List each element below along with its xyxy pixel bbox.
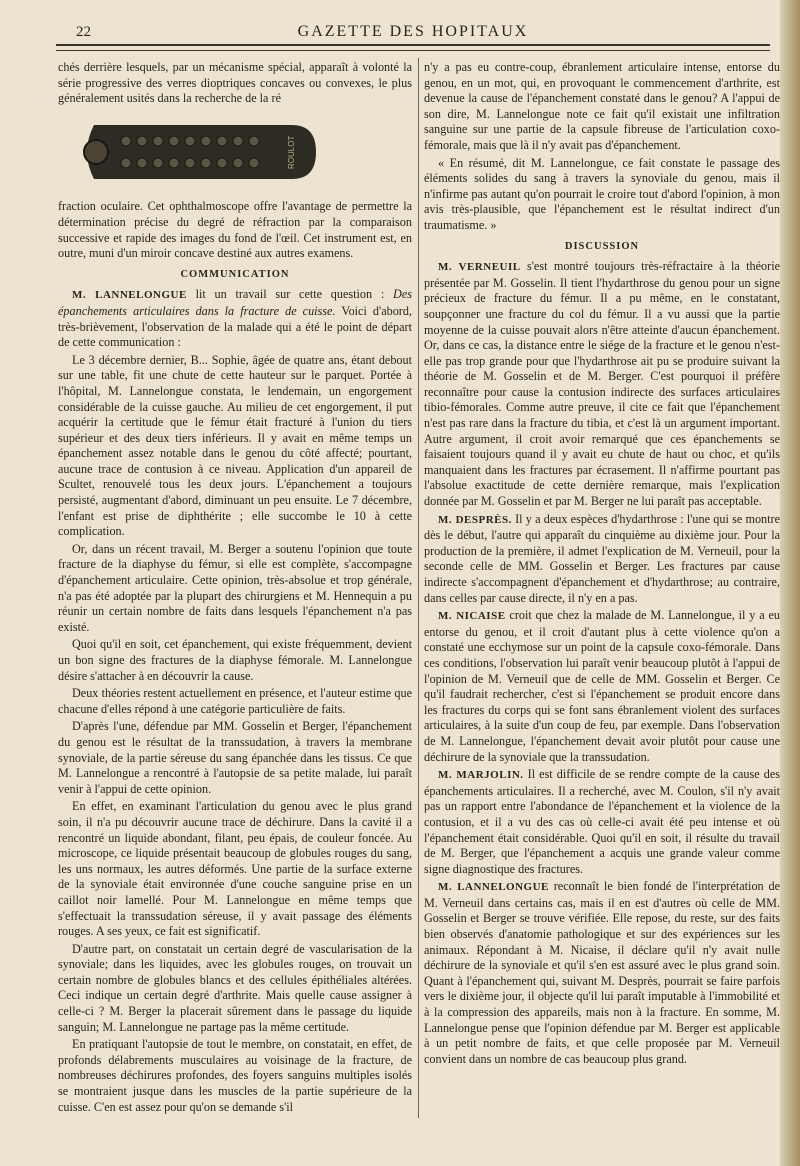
speaker-lannelongue: M. LANNELONGUE bbox=[72, 289, 187, 302]
paragraph-lannelongue-reply: M. LANNELONGUE reconnaît le bien fondé de l'interprétation de M. Verneuil dans certains cas, mais il en est d'autres où celle de MM. Gosselin et Berger se trouve vérifiée. Elle repose, du reste, sur des faits bien observés d'anatomie pathologique et sur des expériences sur les animaux. Répondant à M. Nicaise, il déclare qu'il n'y avait nulle déchirure de la synoviale et qu'il s'en est assuré avec le plus grand soin. Quant à l'épanchement qui, suivant M. Desprès, pourrait se faire parfois vers le dixième jour, il objecte qu'il lui paraît imputable à l'immobilité et à la compression des appareils, mais non à la fracture. En somme, M. Lannelongue pense que l'opinion défendue par M. Berger est applicable à un petit nombre de faits, et que celle proposée par M. Verneuil convient dans un nombre de cas beaucoup plus grand. bbox=[424, 879, 780, 1066]
paragraph-limb-autopsy: En pratiquant l'autopsie de tout le membre, on constatait, en effet, de profonds délabrements musculaires au voisinage de la fracture, de nombreuses déchirures profondes, des foyers sanguins multiples isolés se montraient jusque dans les muscles de la partie supérieure de la cuisse. C'en est assez pour qu'on se demande s'il bbox=[58, 1037, 412, 1114]
speaker-nicaise: M. NICAISE bbox=[438, 610, 506, 623]
page-header bbox=[56, 20, 770, 46]
paragraph-nicaise: M. NICAISE croit que chez la malade de M. Lannelongue, il y a eu entorse du genou, et il croit d'autant plus à cette violence qu'on a constaté une ecchymose sur un point de la capsule coxo-fémorale. Dans ces conditions, l'observation lui paraît venir beaucoup plutôt à l'appui de l'opinion de M. Verneuil que de celle de MM. Gosselin et Berger. Ce qu'il faudrait rechercher, c'est si l'épanchement se produit encore dans les fractures du corps qui se font sans ébranlement violent des surfaces articulaires, à la suite d'un coup de feu, par exemple. Dans l'observation de M. Lannelongue, l'épanchement devait avoir plutôt pour cause une déchirure de la synoviale que la transsudation. bbox=[424, 608, 781, 764]
column-divider bbox=[418, 58, 419, 1118]
instrument-maker-label: ROULOT bbox=[287, 135, 296, 169]
right-column bbox=[424, 60, 780, 1069]
speaker-lannelongue-reply: M. LANNELONGUE bbox=[438, 881, 549, 894]
page-number: 22 bbox=[76, 24, 91, 40]
paragraph-verneuil: M. VERNEUIL s'est montré toujours très-réfractaire à la théorie présentée par M. Gosselin. Il tient l'hydarthrose du genou pour un signe précieux de fracture du fémur. Il a pu même, en le constatant, soupçonner une fracture du col du fémur. Il a vu aussi que la partie moyenne de la cuisse pouvait alors n'être atteinte d'aucun épanchement. Or, dans ce cas, la distance entre le siége de la fracture et le genou n'est-elle pas trop grande pour que l'hydarthrose ait pu se produire suivant la théorie de M. Gosselin et de M. Berger. C'est pourquoi il préfère reconnaître pour cause la contusion indirecte des surfaces articulaires tibio-fémorales. Comme autre preuve, il cite ce fait que l'épanchement n'est pas rare dans la fracture du tibia, et c'est là un argument important. Autre argument, il croit avoir remarqué que ces épanchements se faisaient toujours quand il y avait eu chute de haut ou choc, et qu'ils manquaient dans les fractures par écrasement. Il n'affirme pourtant pas l'absolue exactitude de cette dernière remarque, mais l'explication donnée par M. Gosselin et par M. Berger ne lui paraît pas acceptable. bbox=[424, 259, 780, 509]
paragraph-autopsy: En effet, en examinant l'articulation du genou avec le plus grand soin, il n'a pu découvrir aucune trace de déchirure. Dans la cavité il a rencontré un liquide abondant, filant, peu épais, de couleur foncée. Au microscope, ce liquide présentait beaucoup de globules rouges du sang, les uns normaux, les autres déformés. Une partie de la surface externe de la synoviale était environnée d'une couche sanguine prise en un caillot noir lamellé. Pour M. Lannelongue en même temps que s'effectuait la transsudation séreuse, il y avait passage des éléments rouges. A ses yeux, ce fait est significatif. bbox=[58, 799, 412, 939]
communication-paragraph: M. LANNELONGUE lit un travail sur cette question : Des épanchements articulaires dans la fracture de cuisse. Voici d'abord, très-brièvement, l'observation de la malade qui a été le point de départ de cette communication : bbox=[58, 287, 413, 350]
left-column bbox=[58, 60, 412, 1117]
paragraph-transsudation: D'après l'une, défendue par MM. Gosselin et Berger, l'épanchement du genou est le résultat de la transsudation, à travers la membrane synoviale, de la partie séreuse du sang épanchée dans les tissus. Ce que M. Lannelongue a rencontré à l'autopsie de sa petite malade, lui paraît venir à l'appui de cette opinion. bbox=[58, 719, 412, 796]
paragraph-marjolin: M. MARJOLIN. Il est difficile de se rendre compte de la cause des épanchements articulaires. Il a recherché, avec M. Coulon, s'il n'y avait pas un rapport entre l'abondance de l'épanchement et la violence de la contusion, et il a vu des cas où celle-ci avait été peu intense et où l'épanchement était considérable. Quoi qu'il en soit, il résulte du travail de M. Berger, que l'épanchement a acquis une grande valeur comme signe diagnostique des fractures. bbox=[424, 767, 780, 876]
header-rule bbox=[56, 44, 770, 51]
ophthalmoscope-illustration bbox=[76, 117, 326, 187]
page-edge bbox=[780, 0, 800, 1166]
paragraph-berger: Or, dans un récent travail, M. Berger a soutenu l'opinion que toute fracture de la diaphyse du fémur, si elle est complète, s'accompagne d'épanchement articulaire. Cette opinion, très-absolue et trop générale, n'a pas été adoptée par la plupart des chirurgiens et M. Hennequin a pu réunir un certain nombre de faits dans lesquels l'épanchement n'a pas existé. bbox=[58, 541, 412, 634]
publication-title: GAZETTE DES HOPITAUX bbox=[297, 23, 529, 40]
paragraph-cause: Quoi qu'il en soit, cet épanchement, qui existe fréquemment, devient un bon signe des fractures de la diaphyse fémorale. M. Lannelongue désire s'attacher à en découvrir la cause. bbox=[58, 637, 412, 683]
paragraph-continuation: n'y a pas eu contre-coup, ébranlement articulaire intense, entorse du genou, en un mot, qui, en provoquant le commencement d'arthrite, est devenue la cause de l'épanchement constaté dans le genou? A l'appui de son dire, M. Lannelongue note ce fait qu'il existait une infiltration sanguine sur une partie de la capsule fibreuse de l'articulation coxo-fémorale, mais que là il n'y avait pas d'épanchement. bbox=[424, 60, 780, 152]
intro-paragraph-top: chés derrière lesquels, par un mécanisme spécial, apparaît à volonté la série progressive des verres dioptriques concaves ou convexes, le plus généralement usités dans la recherche de la ré bbox=[58, 60, 412, 106]
speaker-marjolin: M. MARJOLIN. bbox=[438, 769, 524, 782]
speaker-verneuil: M. VERNEUIL bbox=[438, 261, 521, 274]
paragraph-summary: « En résumé, dit M. Lannelongue, ce fait constate le passage des éléments solides du sang à travers la synoviale du genou, mais il n'infirme pas autant qu'on pourrait le croire tout d'abord l'opinion, à mon avis très-plausible, que l'épanchement est le résultat indirect d'un traumatisme. » bbox=[424, 155, 780, 232]
paragraph-despres: M. DESPRÈS. Il y a deux espèces d'hydarthrose : l'une qui se montre dès le début, l'autre qui apparaît du cinquième au dixième jour. Pour la production de la première, il admet l'explication de M. Verneuil, pour la seconde celle de MM. Gosselin et Berger. Les fractures par cause indirecte s'accompagnent d'épanchement et d'hydarthrose; au contraire, dans celles par cause directe, il n'y en a pas. bbox=[424, 511, 780, 605]
intro-paragraph-bottom: fraction oculaire. Cet ophthalmoscope offre l'avantage de permettre la détermination précise du degré de réfraction par la comparaison successive et rapide des images du fond de l'œil. Cet instrument est, en outre, muni d'un miroir concave destiné aux autres examens. bbox=[58, 199, 412, 261]
paragraph-theories: Deux théories restent actuellement en présence, et l'auteur estime que chacune d'elles répond à une catégorie particulière de faits. bbox=[58, 686, 412, 716]
section-heading-discussion: DISCUSSION bbox=[564, 240, 640, 252]
section-heading-communication: COMMUNICATION bbox=[180, 268, 290, 280]
paragraph-observation: Le 3 décembre dernier, B... Sophie, âgée de quatre ans, étant debout sur une table, fit une chute de cette hauteur sur le parquet. Portée à l'hôpital, M. Lannelongue constata, le lendemain, un engorgement considérable de la cuisse gauche. Au milieu de cet engorgement, il put acquérir la certitude que le fémur était fracturé à l'union du tiers supérieur et des deux tiers inférieurs. Il y avait en même temps un épanchement assez notable dans le genou du côté affecté; pourtant, aucune trace de contusion à ce niveau. Application d'un appareil de Scultet, renouvelé tous les deux jours. L'épanchement a toujours persisté, augmentant d'abord, diminuant un peu ensuite. Le 7 décembre, l'enfant est prise de diphthérite ; elle succombe le 10 à cette complication. bbox=[58, 352, 412, 539]
paragraph-vascularisation: D'autre part, on constatait un certain degré de vascularisation de la synoviale; dans les liquides, avec les globules rouges, on trouvait un certain nombre de globules blancs et des cellules épithéliales altérées. Ceci indique un certain degré d'arthrite. Mais quelle cause assigner à celle-ci ? M. Berger la placerait sûrement dans le passage du liquide sanguin; M. Lannelongue ne partage pas la même certitude. bbox=[58, 941, 412, 1034]
speaker-despres: M. DESPRÈS. bbox=[438, 513, 512, 526]
paper-title: Des épanchements articulaires dans la fracture de cuisse. bbox=[58, 287, 413, 318]
